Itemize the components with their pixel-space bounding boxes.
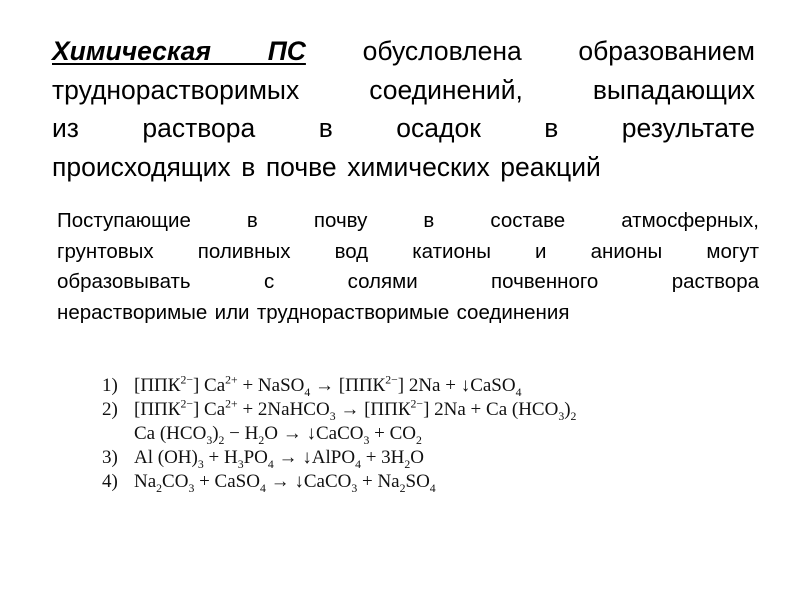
- formula-text: + CO: [369, 423, 416, 444]
- formula-subscript: 4: [259, 481, 266, 495]
- formula-text: + CaSO: [194, 471, 260, 492]
- body-paragraph: [57, 206, 759, 328]
- equation-formula: [134, 423, 422, 447]
- equation-number: 1): [102, 375, 118, 396]
- equation-formula: [134, 373, 522, 399]
- equation-row: [102, 446, 722, 470]
- formula-superscript: 2+: [225, 373, 238, 387]
- formula-text: ] Ca: [192, 399, 226, 420]
- formula-subscript: 3: [351, 481, 358, 495]
- formula-text: → ↓AlPO: [273, 447, 356, 468]
- formula-subscript: 4: [355, 457, 361, 471]
- formula-subscript: 2: [218, 433, 225, 447]
- formula-text: ): [564, 399, 571, 420]
- formula-text: → [ППК: [310, 375, 386, 396]
- formula-text: → ↓CaCO: [265, 471, 352, 492]
- equation-formula: [134, 447, 425, 471]
- formula-text: − H: [224, 423, 259, 444]
- formula-subscript: 3: [363, 433, 370, 447]
- body-line-2: грунтовых поливных вод катионы и анионы могут: [57, 239, 759, 263]
- formula-text: CO: [162, 471, 189, 492]
- formula-text: O: [410, 447, 425, 468]
- body-line-4: нерастворимые или труднорастворимые соединения: [57, 300, 570, 324]
- formula-superscript: 2−: [180, 397, 193, 411]
- formula-subscript: 3: [237, 457, 244, 471]
- formula-text: PO: [243, 447, 268, 468]
- formula-subscript: 2: [258, 433, 265, 447]
- heading-line-2: труднорастворимых соединений, выпадающих: [52, 74, 755, 105]
- formula-text: [ППК: [134, 399, 181, 420]
- heading-paragraph: [52, 32, 755, 186]
- formula-subscript: 2: [156, 481, 163, 495]
- equation-row: [102, 422, 722, 446]
- formula-text: + NaSO: [237, 375, 305, 396]
- formula-subscript: 4: [267, 457, 274, 471]
- formula-subscript: 3: [558, 409, 565, 423]
- formula-subscript: 2: [404, 457, 411, 471]
- equation-formula: [134, 397, 577, 423]
- formula-text: ): [212, 423, 219, 444]
- heading-line-1: [52, 32, 755, 71]
- formula-subscript: 4: [429, 481, 436, 495]
- formula-text: O → ↓CaCO: [264, 423, 364, 444]
- heading-line-1-text: обусловлена образованием: [305, 36, 755, 66]
- equation-row: [102, 470, 722, 494]
- formula-subscript: 3: [197, 457, 204, 471]
- formula-superscript: 2−: [410, 397, 424, 411]
- formula-subscript: 4: [304, 385, 311, 399]
- formula-text: → [ППК: [335, 399, 411, 420]
- formula-text: Na: [134, 471, 157, 492]
- formula-superscript: 2−: [385, 373, 398, 387]
- formula-subscript: 2: [570, 409, 577, 423]
- formula-text: ] Ca: [192, 375, 226, 396]
- formula-text: + H: [203, 447, 238, 468]
- body-line-3: образовывать с солями почвенного раствора: [57, 270, 759, 293]
- equation-row: [102, 374, 722, 398]
- reaction-equations: [102, 374, 722, 494]
- formula-text: SO: [405, 471, 430, 492]
- equation-formula: [134, 471, 436, 495]
- formula-text: ] 2Na + Ca (HCO: [423, 399, 559, 420]
- formula-text: [ППК: [134, 375, 181, 396]
- formula-text: + 3H: [360, 447, 405, 468]
- body-line-1: Поступающие в почву в составе атмосферных,: [57, 209, 759, 232]
- formula-superscript: 2+: [225, 397, 238, 411]
- equation-number: 3): [102, 447, 118, 468]
- equation-number: 2): [102, 399, 118, 420]
- formula-subscript: 3: [206, 433, 213, 447]
- formula-subscript: 2: [415, 433, 422, 447]
- formula-subscript: 3: [329, 409, 336, 423]
- heading-line-4: происходящих в почве химических реакций: [52, 151, 601, 182]
- equation-number: 4): [102, 471, 118, 492]
- formula-subscript: 3: [188, 481, 195, 495]
- formula-text: Ca (HCO: [134, 423, 207, 444]
- heading-line-3: из раствора в осадок в результате: [52, 113, 755, 143]
- formula-superscript: 2−: [180, 373, 193, 387]
- formula-subscript: 2: [399, 481, 406, 495]
- formula-subscript: 4: [515, 385, 522, 399]
- formula-text: Al (OH): [134, 447, 198, 468]
- equation-row: [102, 398, 722, 422]
- formula-text: + 2NaHCO: [237, 399, 330, 420]
- formula-text: ] 2Na + ↓CaSO: [397, 375, 516, 396]
- heading-term: Химическая ПС: [52, 36, 306, 66]
- formula-text: + Na: [357, 471, 400, 492]
